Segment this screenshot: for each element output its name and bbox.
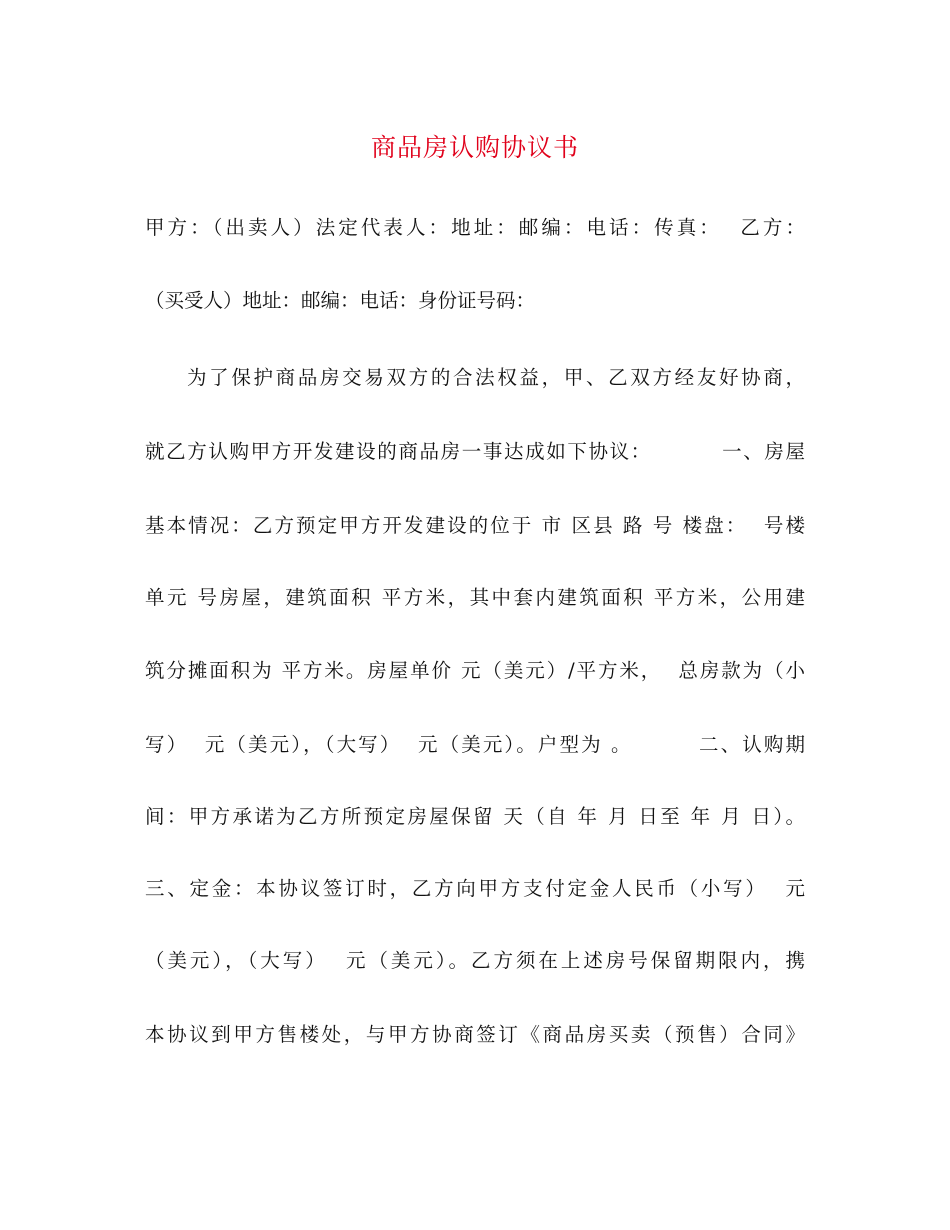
body-line-2: （买受人）地址：邮编：电话：身份证号码： [145,289,536,312]
document-title: 商品房认购协议书 [370,133,579,162]
body-line-3: 为了保护商品房交易双方的合法权益，甲、乙双方经友好协商， [187,366,805,389]
body-line-7: 筑分摊面积为 平方米。房屋单价 元（美元）/平方米， 总房款为（小 [145,659,805,682]
body-line-6: 单元 号房屋，建筑面积 平方米，其中套内建筑面积 平方米，公用建 [145,586,805,609]
body-line-5: 基本情况：乙方预定甲方开发建设的位于 市 区县 路 号 楼盘： 号楼 [145,514,805,537]
body-line-11: （美元），（大写） 元（美元）。乙方须在上述房号保留期限内，携 [145,949,805,972]
body-line-10: 三、定金：本协议签订时，乙方向甲方支付定金人民币（小写） 元 [145,877,805,900]
body-line-4: 就乙方认购甲方开发建设的商品房一事达成如下协议： 一、房屋 [145,440,805,463]
body-line-9: 间：甲方承诺为乙方所预定房屋保留 天（自 年 月 日至 年 月 日）。 [145,805,805,828]
body-line-12: 本协议到甲方售楼处，与甲方协商签订《商品房买卖（预售）合同》 [145,1023,805,1046]
body-line-1: 甲方：（出卖人）法定代表人：地址：邮编：电话：传真： 乙方： [145,216,805,239]
body-line-8: 写） 元（美元），（大写） 元（美元）。户型为 。 二、认购期 [145,733,805,756]
